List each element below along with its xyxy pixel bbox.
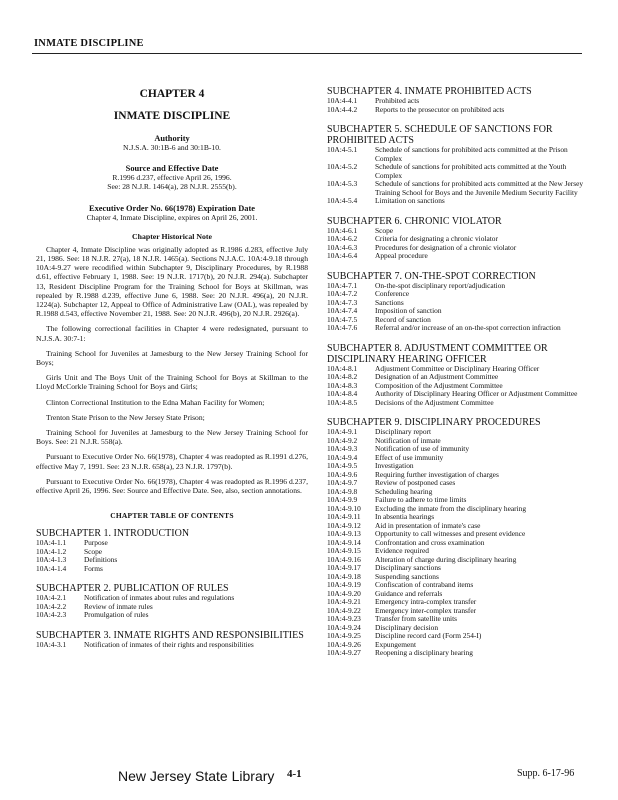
- section-number: 10A:4-9.22: [327, 605, 361, 615]
- section-title: Conference: [375, 289, 410, 298]
- section-title: Reports to the prosecutor on prohibited acts: [375, 104, 505, 114]
- toc-entry: [327, 649, 589, 658]
- section-title: Requiring further investigation of charges: [375, 469, 499, 479]
- left-toc: [36, 528, 308, 649]
- toc-entry: [327, 106, 589, 115]
- subchapter-heading: SUBCHAPTER 9. DISCIPLINARY PROCEDURES: [327, 417, 541, 428]
- toc-entry: [36, 556, 308, 565]
- section-title: Effect of use immunity: [375, 452, 444, 462]
- history-paragraph: Girls Unit and The Boys Unit of the Training School for Boys at Skillman to the Lloyd McCorkle Training School for Boys and Girls;: [36, 373, 308, 392]
- section-number: 10A:4-9.17: [327, 563, 361, 572]
- toc-entry: [327, 252, 589, 261]
- section-number: 10A:4-9.4: [327, 452, 358, 462]
- section-number: 10A:4-9.19: [327, 580, 361, 589]
- right-column: [327, 86, 589, 658]
- section-number: 10A:4-5.4: [327, 196, 358, 205]
- toc-entry: [36, 594, 308, 603]
- subchapter-heading: SUBCHAPTER 6. CHRONIC VIOLATOR: [327, 215, 502, 227]
- section-number: 10A:4-9.14: [327, 537, 361, 547]
- subchapter-heading: SUBCHAPTER 2. PUBLICATION OF RULES: [36, 583, 229, 595]
- section-title: Referral and/or increase of an on-the-spot correction infraction: [375, 323, 561, 332]
- section-title: Disciplinary report: [375, 427, 432, 436]
- toc-entry: [327, 290, 589, 299]
- toc-entry: [327, 556, 589, 565]
- section-title: Evidence required: [375, 546, 429, 555]
- section-title: Purpose: [84, 538, 108, 548]
- source-text-1: R.1996 d.237, effective April 26, 1996.: [112, 173, 232, 183]
- subchapter-heading: SUBCHAPTER 1. INTRODUCTION: [36, 528, 190, 540]
- section-number: 10A:4-9.9: [327, 495, 358, 504]
- section-number: 10A:4-2.3: [36, 610, 67, 620]
- section-title: Aid in presentation of inmate's case: [375, 520, 481, 530]
- section-number: 10A:4-6.1: [327, 225, 358, 235]
- section-number: 10A:4-2.1: [36, 593, 67, 603]
- section-number: 10A:4-9.11: [327, 512, 361, 521]
- history-paragraph: Pursuant to Executive Order No. 66(1978), Chapter 4 was readopted as R.1991 d.276, effective May 7, 1991. See: 23 N.J.R. 658(a), 23 N.J.R. 1797(b).: [36, 452, 308, 471]
- running-header: INMATE DISCIPLINE: [34, 38, 144, 49]
- toc-entry: [327, 244, 589, 253]
- section-title: Record of sanction: [375, 314, 431, 324]
- toc-entry: [327, 564, 589, 573]
- toc-entry: [327, 632, 589, 641]
- section-number: 10A:4-8.2: [327, 372, 358, 381]
- section-number: 10A:4-8.5: [327, 397, 358, 407]
- section-title: Scope: [84, 546, 103, 556]
- section-title: Procedures for designation of a chronic violator: [375, 242, 517, 252]
- section-number: 10A:4-9.7: [327, 478, 358, 487]
- section-title: Sanctions: [375, 297, 404, 307]
- section-number: 10A:4-8.1: [327, 363, 358, 373]
- history-heading: Chapter Historical Note: [132, 231, 212, 241]
- authority-heading: Authority: [154, 134, 190, 143]
- section-title: Schedule of sanctions for prohibited acts committed at the Prison Complex: [375, 145, 568, 163]
- header-rule: [32, 53, 582, 54]
- section-title: Review of postponed cases: [375, 478, 456, 487]
- subchapter-heading: SUBCHAPTER 8. ADJUSTMENT COMMITTEE OR DISCIPLINARY HEARING OFFICER: [327, 342, 548, 365]
- chapter-title: INMATE DISCIPLINE: [113, 110, 231, 122]
- section-number: 10A:4-6.3: [327, 242, 358, 252]
- section-number: 10A:4-5.1: [327, 145, 358, 154]
- section-title: Notification of inmate: [375, 435, 441, 445]
- section-title: Suspending sanctions: [375, 571, 439, 581]
- subchapter-heading: SUBCHAPTER 4. INMATE PROHIBITED ACTS: [327, 86, 532, 97]
- section-title: Appeal procedure: [375, 251, 428, 260]
- section-title: Scheduling hearing: [375, 486, 433, 496]
- section-title: On-the-spot disciplinary report/adjudication: [375, 280, 506, 290]
- source-heading: Source and Effective Date: [125, 164, 219, 174]
- toc-entry: [327, 146, 589, 163]
- toc-entry: [36, 539, 308, 548]
- section-title: Transfer from satellite units: [375, 614, 458, 623]
- section-number: 10A:4-5.2: [327, 162, 358, 171]
- toc-heading: CHAPTER TABLE OF CONTENTS: [110, 511, 234, 521]
- section-number: 10A:4-9.20: [327, 588, 361, 598]
- toc-entry: [327, 299, 589, 308]
- executive-order-text: Chapter 4, Inmate Discipline, expires on April 26, 2001.: [86, 212, 258, 222]
- supplement-date: Supp. 6-17-96: [517, 768, 575, 779]
- history-paragraph: Training School for Juveniles at Jamesburg to the New Jersey Training School for Boys. See: 21 N.J.R. 558(a).: [36, 428, 308, 447]
- section-number: 10A:4-1.3: [36, 555, 67, 565]
- toc-entry: [327, 307, 589, 316]
- section-number: 10A:4-3.1: [36, 639, 67, 649]
- section-number: 10A:4-9.8: [327, 486, 358, 496]
- chapter-number: CHAPTER 4: [139, 88, 205, 100]
- section-title: Limitation on sanctions: [375, 196, 445, 205]
- section-title: Authority of Disciplinary Hearing Officer or Adjustment Committee: [375, 389, 578, 398]
- section-number: 10A:4-6.4: [327, 251, 358, 260]
- section-title: Confrontation and cross examination: [375, 537, 485, 547]
- toc-entry: [327, 399, 589, 408]
- executive-order-heading: Executive Order No. 66(1978) Expiration Date: [89, 203, 255, 213]
- section-number: 10A:4-7.5: [327, 314, 358, 324]
- history-paragraph: Chapter 4, Inmate Discipline was originally adopted as R.1986 d.283, effective July 21, 1986. See: 18 N.J.R. 27(a), 18 N.J.R. 1465(a). Sections N.J.A.C. 10A:4-9.18 through 10A:4-9.27 were recodified within Subchapter 9, Disciplinary Procedures, by R.1988 d.61, effective February 1, 1988. See: 19 N.J.R. 1717(b), 20 N.J.R. 294(a). Subchapter 13, Resident Discipline Program for the Training School for Boys at Skillman, was repealed by R.1988 d.239, effective June 6, 1988. See: 20 N.J.R. 496(a), 20 N.J.R. 1224(a). Subchapter 12, Appeal to Office of Administrative Law (OAL), was repealed by R.1988 d.543, effective November 21, 1988. See: 20 N.J.R. 496(b), 20 N.J.R. 2926(a).: [36, 244, 308, 319]
- section-number: 10A:4-1.1: [36, 538, 67, 548]
- section-number: 10A:4-9.26: [327, 639, 361, 649]
- section-number: 10A:4-9.27: [327, 648, 361, 657]
- subchapter-heading: SUBCHAPTER 7. ON-THE-SPOT CORRECTION: [327, 270, 536, 282]
- section-number: 10A:4-9.13: [327, 529, 361, 538]
- section-number: 10A:4-9.21: [327, 597, 361, 606]
- section-title: Disciplinary decision: [375, 622, 439, 632]
- section-title: Schedule of sanctions for prohibited acts committed at the Youth Complex: [375, 162, 567, 180]
- section-number: 10A:4-7.3: [327, 297, 358, 307]
- section-title: Emergency inter-complex transfer: [375, 605, 477, 615]
- section-title: Criteria for designating a chronic violator: [375, 234, 498, 243]
- section-title: Definitions: [84, 555, 118, 565]
- page-number: 4-1: [287, 768, 302, 780]
- section-title: Designation of an Adjustment Committee: [375, 372, 499, 381]
- section-title: Excluding the inmate from the disciplinary hearing: [375, 503, 527, 513]
- section-title: Alteration of charge during disciplinary hearing: [375, 554, 517, 564]
- toc-entry: [327, 471, 589, 480]
- history-paragraph: Clinton Correctional Institution to the Edna Mahan Facility for Women;: [46, 397, 265, 407]
- section-title: Discipline record card (Form 254-I): [375, 631, 482, 640]
- toc-entry: [327, 539, 589, 548]
- section-title: Notification of use of immunity: [375, 444, 470, 453]
- section-number: 10A:4-4.1: [327, 96, 358, 105]
- section-title: Adjustment Committee or Disciplinary Hearing Officer: [375, 363, 540, 373]
- section-number: 10A:4-7.4: [327, 306, 358, 315]
- section-number: 10A:4-9.5: [327, 461, 358, 470]
- section-number: 10A:4-9.12: [327, 520, 361, 530]
- subchapter-heading: SUBCHAPTER 3. INMATE RIGHTS AND RESPONSIBILITIES: [36, 629, 304, 641]
- authority-text: N.J.S.A. 30:1B-6 and 30:1B-10.: [123, 143, 221, 152]
- section-title: Reopening a disciplinary hearing: [375, 648, 473, 657]
- toc-entry: [36, 565, 308, 574]
- section-number: 10A:4-9.10: [327, 503, 361, 513]
- section-number: 10A:4-9.15: [327, 546, 361, 555]
- source-text-2: See: 28 N.J.R. 1464(a), 28 N.J.R. 2555(b).: [107, 182, 237, 192]
- toc-entry: [36, 603, 308, 612]
- toc-entry: [36, 611, 308, 620]
- section-number: 10A:4-5.3: [327, 179, 358, 188]
- section-title: Failure to adhere to time limits: [375, 495, 467, 504]
- toc-entry: [327, 163, 589, 180]
- section-title: Disciplinary sanctions: [375, 563, 441, 572]
- toc-entry: [327, 505, 589, 514]
- toc-entry: [327, 428, 589, 437]
- section-number: 10A:4-1.2: [36, 546, 67, 556]
- section-title: Confiscation of contraband items: [375, 580, 474, 589]
- history-paragraph: Pursuant to Executive Order No. 66(1978), Chapter 4 was readopted as R.1996 d.237, effective April 26, 1996. See: Source and Effective Date. See, also, section annotations.: [36, 476, 308, 496]
- library-stamp: New Jersey State Library: [118, 768, 275, 784]
- section-number: 10A:4-7.1: [327, 280, 358, 290]
- section-number: 10A:4-9.25: [327, 631, 361, 640]
- section-title: Composition of the Adjustment Committee: [375, 380, 503, 390]
- section-title: Emergency intra-complex transfer: [375, 597, 477, 606]
- toc-entry: [327, 180, 589, 197]
- toc-entry: [327, 581, 589, 590]
- section-title: Opportunity to call witnesses and present evidence: [375, 529, 526, 538]
- section-number: 10A:4-9.2: [327, 435, 358, 445]
- section-number: 10A:4-2.2: [36, 601, 67, 611]
- section-title: In absentia hearings: [375, 512, 435, 521]
- section-number: 10A:4-8.3: [327, 380, 358, 390]
- section-title: Promulgation of rules: [84, 610, 149, 620]
- section-title: Decisions of the Adjustment Committee: [375, 397, 494, 407]
- toc-entry: [327, 197, 589, 206]
- toc-entry: [327, 607, 589, 616]
- section-number: 10A:4-6.2: [327, 234, 358, 243]
- toc-entry: [36, 548, 308, 557]
- toc-entry: [36, 641, 308, 650]
- section-title: Investigation: [375, 461, 414, 470]
- section-title: Schedule of sanctions for prohibited acts committed at the New Jersey Training School for Boys and the Juvenile Medium Security Facility: [375, 179, 584, 197]
- section-title: Prohibited acts: [375, 96, 420, 105]
- section-number: 10A:4-9.23: [327, 614, 361, 623]
- right-toc: [327, 86, 589, 658]
- toc-entry: [327, 454, 589, 463]
- section-number: 10A:4-9.18: [327, 571, 361, 581]
- section-number: 10A:4-9.6: [327, 469, 358, 479]
- section-number: 10A:4-1.4: [36, 563, 67, 573]
- section-number: 10A:4-8.4: [327, 389, 358, 398]
- section-title: Expungement: [375, 639, 417, 649]
- left-column: [36, 62, 308, 649]
- toc-entry: [327, 282, 589, 291]
- section-number: 10A:4-7.2: [327, 289, 358, 298]
- history-paragraph: The following correctional facilities in Chapter 4 were redesignated, pursuant to N.J.S.A. 30:7-1:: [36, 324, 308, 343]
- toc-entry: [327, 615, 589, 624]
- subchapter-heading: SUBCHAPTER 5. SCHEDULE OF SANCTIONS FOR PROHIBITED ACTS: [327, 124, 553, 146]
- section-title: Notification of inmates of their rights and responsibilities: [84, 639, 254, 649]
- section-number: 10A:4-9.3: [327, 444, 358, 453]
- section-title: Scope: [375, 225, 394, 235]
- section-number: 10A:4-7.6: [327, 323, 358, 332]
- section-number: 10A:4-9.1: [327, 427, 358, 436]
- toc-entry: [327, 324, 589, 333]
- section-number: 10A:4-4.2: [327, 104, 358, 114]
- section-number: 10A:4-9.24: [327, 622, 361, 632]
- section-number: 10A:4-9.16: [327, 554, 361, 564]
- section-title: Review of inmate rules: [84, 601, 153, 611]
- toc-entry: [327, 445, 589, 454]
- history-paragraph: Training School for Juveniles at Jamesburg to the New Jersey Training School for Boys;: [36, 348, 308, 368]
- section-title: Imposition of sanction: [375, 306, 442, 315]
- section-title: Forms: [84, 563, 103, 573]
- section-title: Guidance and referrals: [375, 588, 443, 598]
- section-title: Notification of inmates about rules and regulations: [84, 593, 235, 603]
- toc-entry: [327, 479, 589, 488]
- history-paragraph: Trenton State Prison to the New Jersey State Prison;: [46, 412, 205, 422]
